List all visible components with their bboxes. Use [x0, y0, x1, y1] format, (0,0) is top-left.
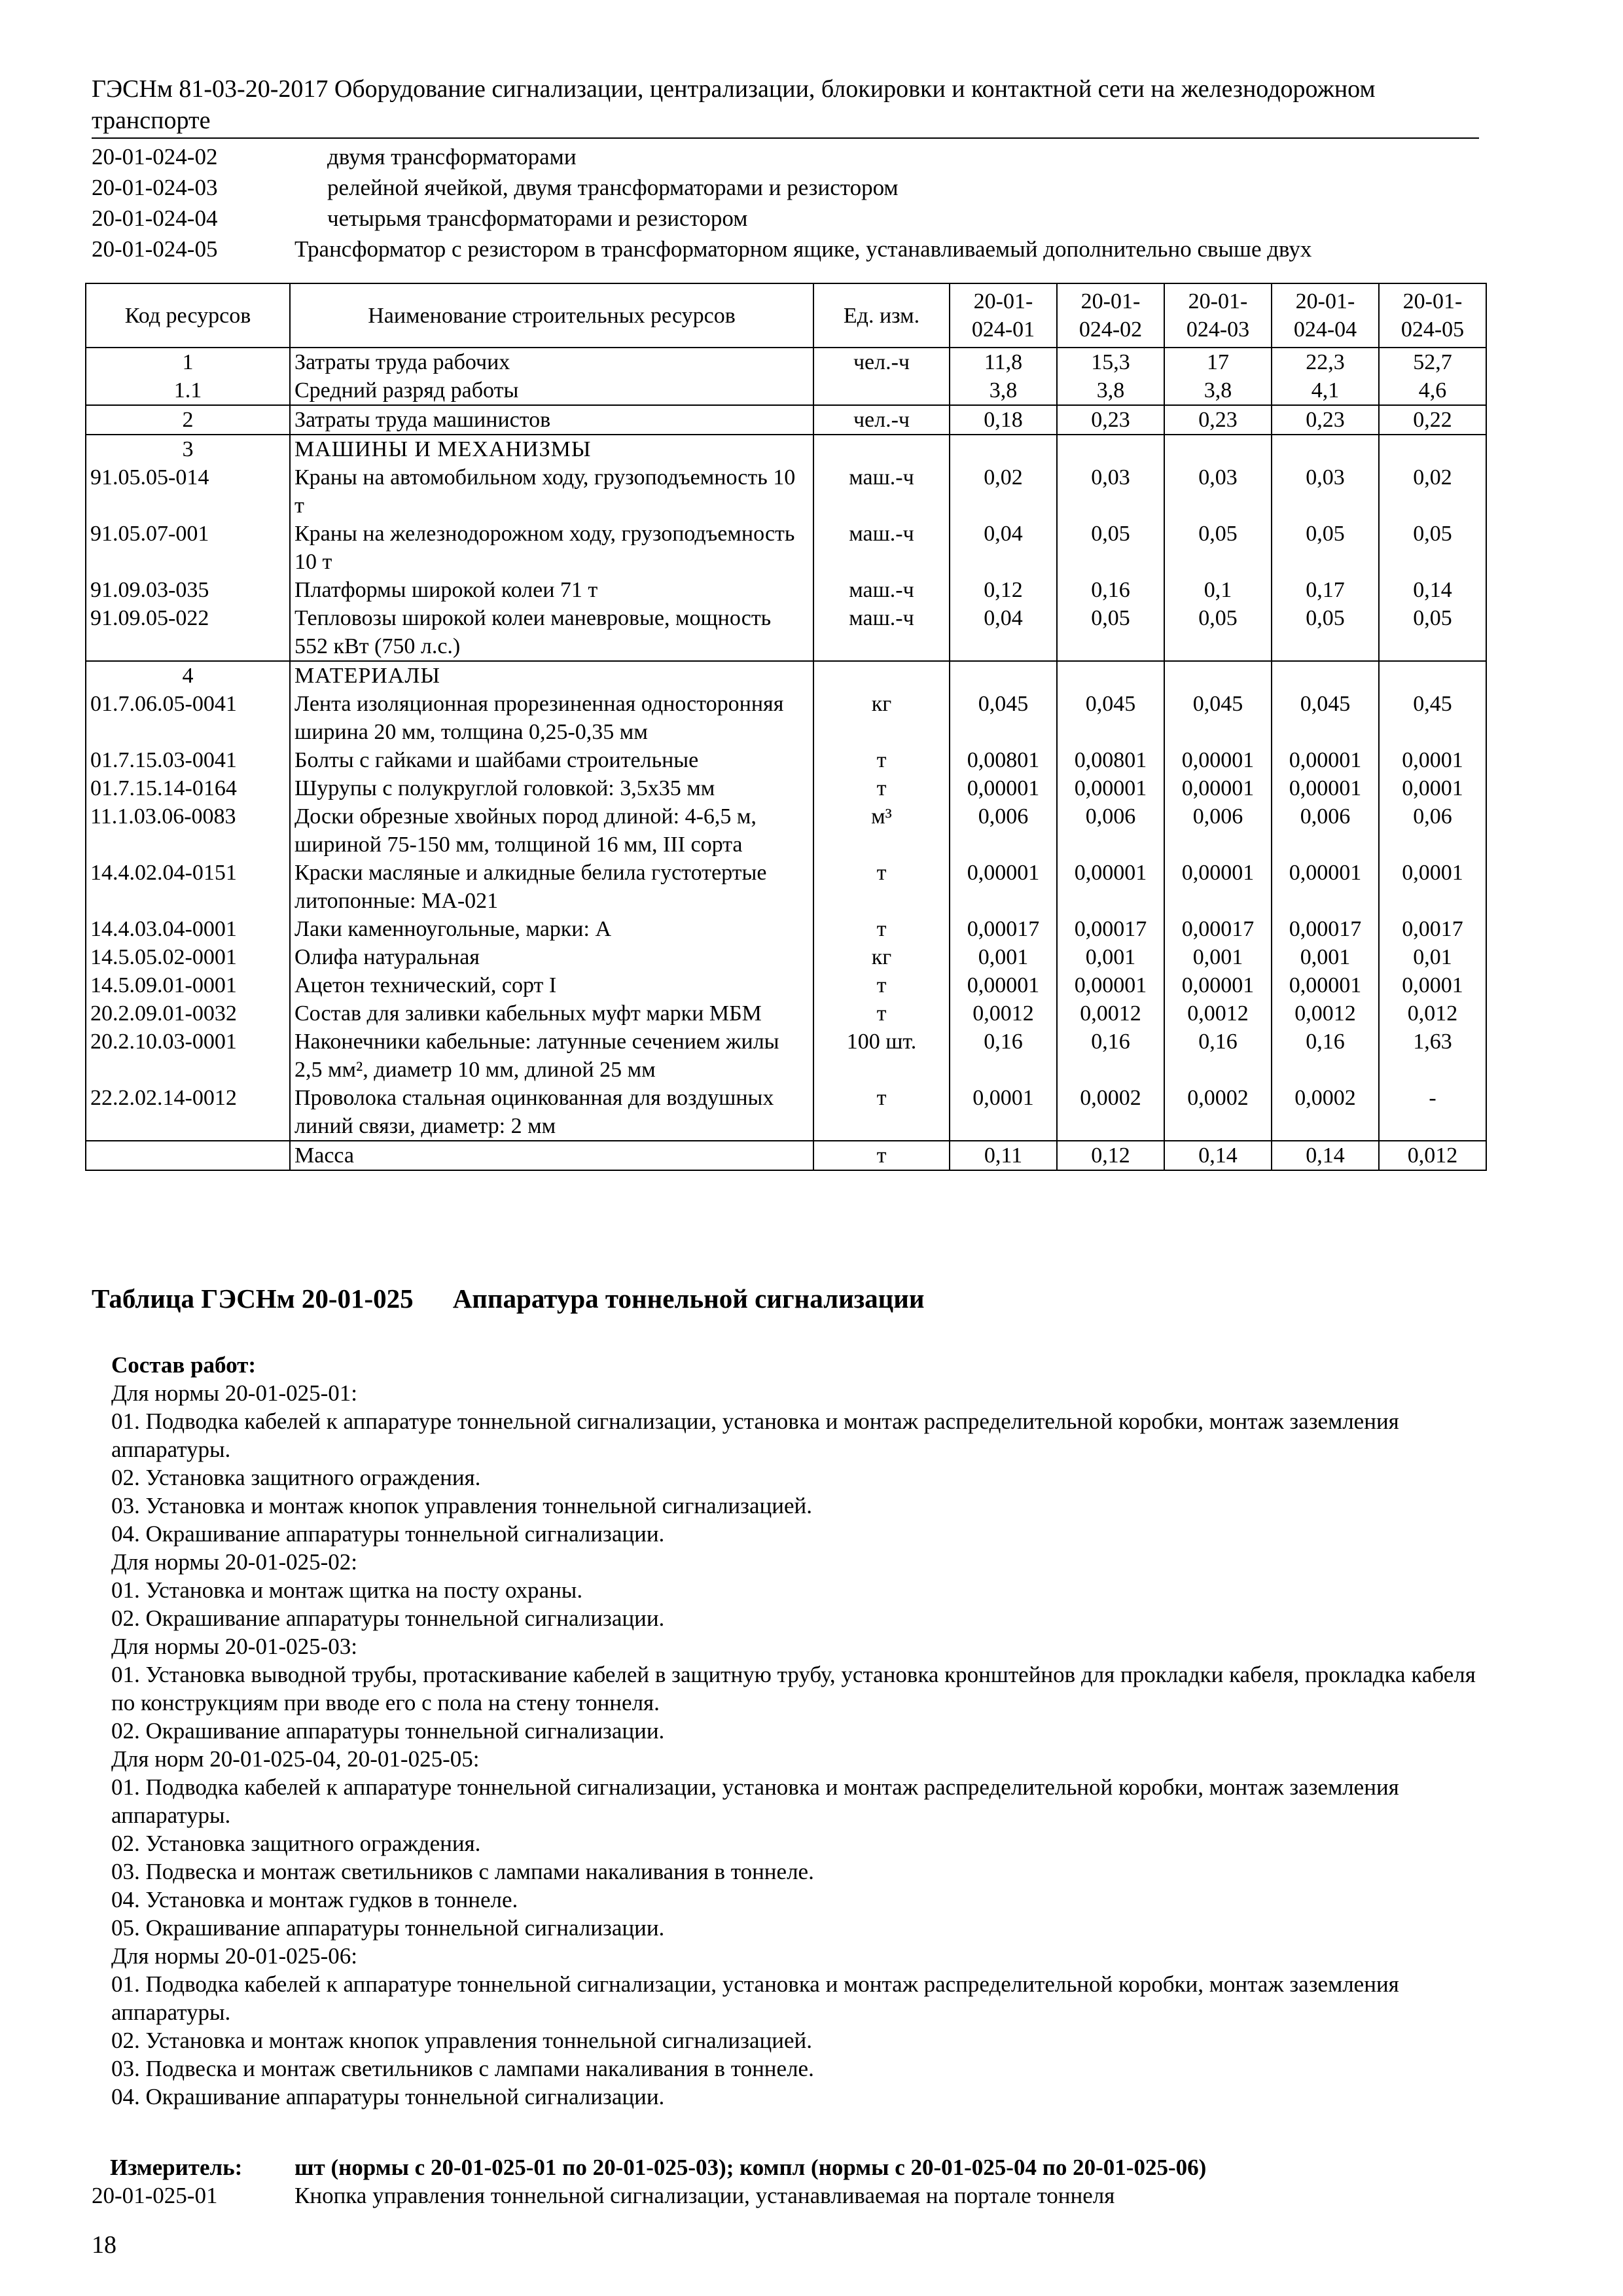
resource-value: 0,04 [950, 604, 1057, 661]
resource-name: Состав для заливки кабельных муфт марки МБМ [290, 999, 813, 1028]
resource-value [1272, 661, 1379, 690]
norm-group-heading: Для нормы 20-01-025-06: [111, 1943, 357, 1969]
column-header: Код ресурсов [86, 283, 290, 348]
resource-value: 0,16 [1272, 1028, 1379, 1084]
resource-value [1379, 661, 1486, 690]
resource-unit: т [813, 774, 950, 802]
resource-unit: чел.-ч [813, 405, 950, 435]
resource-value: 0,14 [1164, 1141, 1272, 1170]
resource-value: 0,17 [1272, 576, 1379, 604]
resource-code: 1 [86, 348, 290, 376]
column-header: 20-01-024-04 [1272, 283, 1379, 348]
resource-value: 0,00001 [1272, 971, 1379, 999]
work-step: 01. Подводка кабелей к аппаратуре тоннельной сигнализации, установка и монтаж распределительной коробки, монтаж заземления аппаратуры. [111, 1408, 1399, 1462]
column-header: Наименование строительных ресурсов [290, 283, 813, 348]
norm-variant-row [92, 203, 1479, 234]
resource-code: 2 [86, 405, 290, 435]
resource-value: 0,001 [950, 943, 1057, 971]
resource-unit: м³ [813, 802, 950, 859]
table-row [86, 661, 1486, 690]
column-header: 20-01-024-03 [1164, 283, 1272, 348]
resource-value: 0,05 [1379, 604, 1486, 661]
table-row [86, 520, 1486, 576]
resource-name: Затраты труда рабочих [290, 348, 813, 376]
resource-name: Ацетон технический, сорт I [290, 971, 813, 999]
resource-name: Олифа натуральная [290, 943, 813, 971]
column-header: Ед. изм. [813, 283, 950, 348]
resource-unit: т [813, 1141, 950, 1170]
resource-value: 0,006 [1272, 802, 1379, 859]
resource-value: 0,00001 [1164, 746, 1272, 774]
resource-value: 0,00001 [1272, 774, 1379, 802]
resource-value: 0,11 [950, 1141, 1057, 1170]
norm-variants-list [92, 141, 1479, 264]
resource-value: 0,16 [1057, 576, 1164, 604]
table-row [86, 746, 1486, 774]
table-title [92, 1283, 925, 1314]
resource-value: 0,0001 [1379, 746, 1486, 774]
resource-value: 0,0002 [1272, 1084, 1379, 1141]
resource-value: 0,012 [1379, 1141, 1486, 1170]
norm-variant-row [92, 234, 1479, 264]
resource-value: 0,045 [950, 690, 1057, 746]
resource-value: 0,00001 [1272, 859, 1379, 915]
resource-unit: чел.-ч [813, 348, 950, 376]
table-row [86, 576, 1486, 604]
resource-value: 0,0012 [1272, 999, 1379, 1028]
work-step: 05. Окрашивание аппаратуры тоннельной сигнализации. [111, 1915, 665, 1941]
resource-value [950, 661, 1057, 690]
norm-description: Трансформатор с резистором в трансформаторном ящике, устанавливаемый дополнительно свыше двух [294, 236, 1312, 262]
resource-value: 0,0012 [1164, 999, 1272, 1028]
resource-unit: т [813, 859, 950, 915]
resource-code: 91.05.05-014 [86, 463, 290, 520]
resource-code: 14.5.05.02-0001 [86, 943, 290, 971]
resource-value: 0,00801 [1057, 746, 1164, 774]
table-row [86, 435, 1486, 463]
resource-code: 11.1.03.06-0083 [86, 802, 290, 859]
norm-description: четырьмя трансформаторами и резистором [327, 206, 748, 231]
resource-value: 52,7 [1379, 348, 1486, 376]
resource-name: Затраты труда машинистов [290, 405, 813, 435]
resource-unit: кг [813, 943, 950, 971]
resource-unit: 100 шт. [813, 1028, 950, 1084]
table-row [86, 348, 1486, 376]
work-step: 01. Установка выводной трубы, протаскивание кабелей в защитную трубу, установка кронштейнов для прокладки кабеля, прокладка кабеля по конструкциям при вводе его с пола на стену тоннеля. [111, 1662, 1476, 1715]
resource-value: 1,63 [1379, 1028, 1486, 1084]
measurer-block [92, 2153, 1479, 2210]
resource-value: 0,16 [1057, 1028, 1164, 1084]
resource-unit [813, 376, 950, 405]
resource-value: 0,05 [1272, 604, 1379, 661]
resource-code: 01.7.15.14-0164 [86, 774, 290, 802]
work-step: 01. Подводка кабелей к аппаратуре тоннельной сигнализации, установка и монтаж распределительной коробки, монтаж заземления аппаратуры. [111, 1774, 1399, 1828]
table-row [86, 1141, 1486, 1170]
resource-unit: маш.-ч [813, 520, 950, 576]
resource-value: 0,04 [950, 520, 1057, 576]
resource-code: 14.4.03.04-0001 [86, 915, 290, 943]
resource-value: 4,1 [1272, 376, 1379, 405]
resource-value: 0,0001 [1379, 774, 1486, 802]
resource-code: 20.2.09.01-0032 [86, 999, 290, 1028]
resource-name: МАШИНЫ И МЕХАНИЗМЫ [290, 435, 813, 463]
resource-value: 0,0012 [950, 999, 1057, 1028]
resource-value: 0,16 [1164, 1028, 1272, 1084]
work-step: 02. Окрашивание аппаратуры тоннельной сигнализации. [111, 1605, 665, 1631]
work-step: 01. Подводка кабелей к аппаратуре тоннельной сигнализации, установка и монтаж распределительной коробки, монтаж заземления аппаратуры. [111, 1971, 1399, 2025]
resource-unit: т [813, 971, 950, 999]
resource-name: Болты с гайками и шайбами строительные [290, 746, 813, 774]
table-row [86, 999, 1486, 1028]
table-row [86, 774, 1486, 802]
resource-value: 0,00001 [1164, 971, 1272, 999]
resource-value: 0,0001 [1379, 971, 1486, 999]
work-step: 04. Окрашивание аппаратуры тоннельной сигнализации. [111, 1521, 665, 1547]
table-row [86, 690, 1486, 746]
resource-value: 0,0017 [1379, 915, 1486, 943]
norm-description: двумя трансформаторами [327, 144, 577, 170]
work-step: 02. Установка защитного ограждения. [111, 1465, 481, 1490]
resource-value: 0,01 [1379, 943, 1486, 971]
resource-code [86, 1141, 290, 1170]
resource-value [1164, 661, 1272, 690]
resource-value: 0,00001 [1057, 774, 1164, 802]
resource-value [1057, 661, 1164, 690]
resource-code: 01.7.06.05-0041 [86, 690, 290, 746]
resource-value: 0,0001 [950, 1084, 1057, 1141]
resource-value: 3,8 [950, 376, 1057, 405]
table-row [86, 943, 1486, 971]
table-row [86, 915, 1486, 943]
resource-unit: маш.-ч [813, 576, 950, 604]
resource-value: 0,00017 [1164, 915, 1272, 943]
resource-code: 14.4.02.04-0151 [86, 859, 290, 915]
norm-code: 20-01-024-02 [92, 144, 218, 170]
resource-name: Средний разряд работы [290, 376, 813, 405]
norm-description: Кнопка управления тоннельной сигнализации, устанавливаемая на портале тоннеля [294, 2183, 1115, 2208]
resource-value: 0,14 [1272, 1141, 1379, 1170]
column-header: 20-01-024-01 [950, 283, 1057, 348]
resource-unit [813, 661, 950, 690]
resource-unit: т [813, 1084, 950, 1141]
resource-value: 4,6 [1379, 376, 1486, 405]
resource-value: 11,8 [950, 348, 1057, 376]
work-step: 03. Установка и монтаж кнопок управления тоннельной сигнализацией. [111, 1493, 812, 1518]
resource-value: 0,05 [1379, 520, 1486, 576]
resource-name: Краны на железнодорожном ходу, грузоподъемность 10 т [290, 520, 813, 576]
column-header: 20-01-024-02 [1057, 283, 1164, 348]
resource-value: 0,06 [1379, 802, 1486, 859]
resource-value: 0,006 [1164, 802, 1272, 859]
table-row [86, 802, 1486, 859]
norm-group-heading: Для нормы 20-01-025-01: [111, 1380, 357, 1406]
document-header: ГЭСНм 81-03-20-2017 Оборудование сигнализации, централизации, блокировки и контактной сети на железнодорожном транспорте [92, 73, 1479, 139]
resource-value: 0,03 [1057, 463, 1164, 520]
resource-code: 3 [86, 435, 290, 463]
resources-table-body [86, 348, 1486, 1170]
resource-value: 0,0002 [1057, 1084, 1164, 1141]
resource-value: 0,045 [1164, 690, 1272, 746]
resource-value: 0,23 [1272, 405, 1379, 435]
norm-code: 20-01-025-01 [92, 2183, 218, 2208]
resource-unit [813, 435, 950, 463]
measurer-row [92, 2153, 1479, 2181]
resource-value: 0,00801 [950, 746, 1057, 774]
resource-name: Платформы широкой колеи 71 т [290, 576, 813, 604]
norm-code: 20-01-024-03 [92, 175, 218, 200]
resource-name: Доски обрезные хвойных пород длиной: 4-6,5 м, шириной 75-150 мм, толщиной 16 мм, III сорта [290, 802, 813, 859]
resource-name: Шурупы с полукруглой головкой: 3,5х35 мм [290, 774, 813, 802]
resource-value: 0,00017 [1057, 915, 1164, 943]
resource-name: Лаки каменноугольные, марки: А [290, 915, 813, 943]
work-composition-title: Состав работ: [111, 1352, 256, 1378]
table-row [86, 604, 1486, 661]
resource-name: Краски масляные и алкидные белила густотертые литопонные: МА-021 [290, 859, 813, 915]
resource-value: 0,006 [950, 802, 1057, 859]
norm-group-heading: Для нормы 20-01-025-03: [111, 1634, 357, 1659]
work-steps-list [111, 1379, 1486, 2111]
norm-group-heading: Для нормы 20-01-025-02: [111, 1549, 357, 1575]
resource-value: 0,012 [1379, 999, 1486, 1028]
resource-code: 1.1 [86, 376, 290, 405]
resource-code: 14.5.09.01-0001 [86, 971, 290, 999]
work-step: 02. Установка защитного ограждения. [111, 1831, 481, 1856]
resource-code: 4 [86, 661, 290, 690]
resource-value: 3,8 [1164, 376, 1272, 405]
resource-value: 0,23 [1164, 405, 1272, 435]
resource-value: 0,05 [1164, 604, 1272, 661]
resource-code: 20.2.10.03-0001 [86, 1028, 290, 1084]
resource-value: 0,02 [950, 463, 1057, 520]
norm-variant-row [92, 141, 1479, 172]
resource-value: 0,045 [1057, 690, 1164, 746]
table-header-row [86, 283, 1486, 348]
resource-value: 0,03 [1272, 463, 1379, 520]
resource-value: 0,05 [1057, 604, 1164, 661]
resource-value: 0,1 [1164, 576, 1272, 604]
resource-code: 91.09.05-022 [86, 604, 290, 661]
resource-name: Краны на автомобильном ходу, грузоподъемность 10 т [290, 463, 813, 520]
resource-value: 0,0012 [1057, 999, 1164, 1028]
resource-value: 0,02 [1379, 463, 1486, 520]
resource-value: - [1379, 1084, 1486, 1141]
work-composition [111, 1351, 1486, 2111]
resource-value: 0,22 [1379, 405, 1486, 435]
resource-value: 0,16 [950, 1028, 1057, 1084]
work-step: 03. Подвеска и монтаж светильников с лампами накаливания в тоннеле. [111, 2056, 814, 2081]
work-step: 04. Установка и монтаж гудков в тоннеле. [111, 1887, 518, 1912]
resource-value: 0,0002 [1164, 1084, 1272, 1141]
work-step: 03. Подвеска и монтаж светильников с лампами накаливания в тоннеле. [111, 1859, 814, 1884]
resource-name: МАТЕРИАЛЫ [290, 661, 813, 690]
resource-value: 0,006 [1057, 802, 1164, 859]
resource-value: 0,03 [1164, 463, 1272, 520]
resource-name: Наконечники кабельные: латунные сечением жилы 2,5 мм², диаметр 10 мм, длиной 25 мм [290, 1028, 813, 1084]
resource-value: 0,00001 [1057, 971, 1164, 999]
resource-value: 0,00017 [1272, 915, 1379, 943]
resource-value: 0,18 [950, 405, 1057, 435]
norm-code: 20-01-024-04 [92, 206, 218, 231]
norm-variant-row [92, 172, 1479, 203]
table-name: Аппаратура тоннельной сигнализации [452, 1283, 925, 1314]
resource-name: Тепловозы широкой колеи маневровые, мощность 552 кВт (750 л.с.) [290, 604, 813, 661]
work-step: 02. Окрашивание аппаратуры тоннельной сигнализации. [111, 1718, 665, 1744]
norm-group-heading: Для норм 20-01-025-04, 20-01-025-05: [111, 1746, 480, 1772]
resource-value [1272, 435, 1379, 463]
resource-unit: маш.-ч [813, 604, 950, 661]
resource-code: 01.7.15.03-0041 [86, 746, 290, 774]
resource-value [950, 435, 1057, 463]
resource-value: 0,00001 [950, 774, 1057, 802]
resource-value: 0,05 [1164, 520, 1272, 576]
resource-name: Проволока стальная оцинкованная для воздушных линий связи, диаметр: 2 мм [290, 1084, 813, 1141]
resource-unit: кг [813, 690, 950, 746]
resource-value: 0,05 [1272, 520, 1379, 576]
resource-unit: т [813, 746, 950, 774]
measurer-label: Измеритель: [110, 2155, 243, 2180]
table-id: Таблица ГЭСНм 20-01-025 [92, 1283, 414, 1314]
resource-value [1057, 435, 1164, 463]
resources-table [85, 283, 1487, 1171]
resource-value: 0,00001 [950, 971, 1057, 999]
resource-name: Масса [290, 1141, 813, 1170]
resource-value: 0,00001 [1164, 859, 1272, 915]
resource-value: 0,05 [1057, 520, 1164, 576]
resource-value [1379, 435, 1486, 463]
resource-value: 0,001 [1272, 943, 1379, 971]
work-step: 01. Установка и монтаж щитка на посту охраны. [111, 1577, 583, 1603]
resource-value: 22,3 [1272, 348, 1379, 376]
resource-value: 0,045 [1272, 690, 1379, 746]
resource-value: 0,23 [1057, 405, 1164, 435]
resource-value: 0,001 [1057, 943, 1164, 971]
table-row [86, 1084, 1486, 1141]
resource-value: 0,12 [950, 576, 1057, 604]
norm-variant-row [92, 2181, 1479, 2210]
resource-value: 0,00001 [950, 859, 1057, 915]
column-header: 20-01-024-05 [1379, 283, 1486, 348]
page-number: 18 [92, 2231, 116, 2259]
resource-value: 17 [1164, 348, 1272, 376]
resource-code: 22.2.02.14-0012 [86, 1084, 290, 1141]
resource-value: 0,00001 [1057, 859, 1164, 915]
resource-code: 91.05.07-001 [86, 520, 290, 576]
resource-value: 0,001 [1164, 943, 1272, 971]
resource-unit: маш.-ч [813, 463, 950, 520]
norm-code: 20-01-024-05 [92, 236, 218, 262]
resource-value: 0,12 [1057, 1141, 1164, 1170]
resource-value [1164, 435, 1272, 463]
table-row [86, 859, 1486, 915]
table-row [86, 405, 1486, 435]
work-step: 02. Установка и монтаж кнопок управления тоннельной сигнализацией. [111, 2028, 812, 2053]
resource-unit: т [813, 999, 950, 1028]
table-row [86, 463, 1486, 520]
table-row [86, 376, 1486, 405]
table-row [86, 1028, 1486, 1084]
resource-code: 91.09.03-035 [86, 576, 290, 604]
measurer-text: шт (нормы с 20-01-025-01 по 20-01-025-03); компл (нормы с 20-01-025-04 по 20-01-025-06) [294, 2155, 1207, 2180]
resource-value: 15,3 [1057, 348, 1164, 376]
resource-value: 0,0001 [1379, 859, 1486, 915]
work-step: 04. Окрашивание аппаратуры тоннельной сигнализации. [111, 2084, 665, 2109]
resource-unit: т [813, 915, 950, 943]
resource-value: 0,45 [1379, 690, 1486, 746]
table-row [86, 971, 1486, 999]
resource-value: 0,00001 [1272, 746, 1379, 774]
resource-value: 0,00017 [950, 915, 1057, 943]
resource-value: 0,00001 [1164, 774, 1272, 802]
resource-name: Лента изоляционная прорезиненная односторонняя ширина 20 мм, толщина 0,25-0,35 мм [290, 690, 813, 746]
norm-description: релейной ячейкой, двумя трансформаторами и резистором [327, 175, 899, 200]
resource-value: 0,14 [1379, 576, 1486, 604]
resource-value: 3,8 [1057, 376, 1164, 405]
